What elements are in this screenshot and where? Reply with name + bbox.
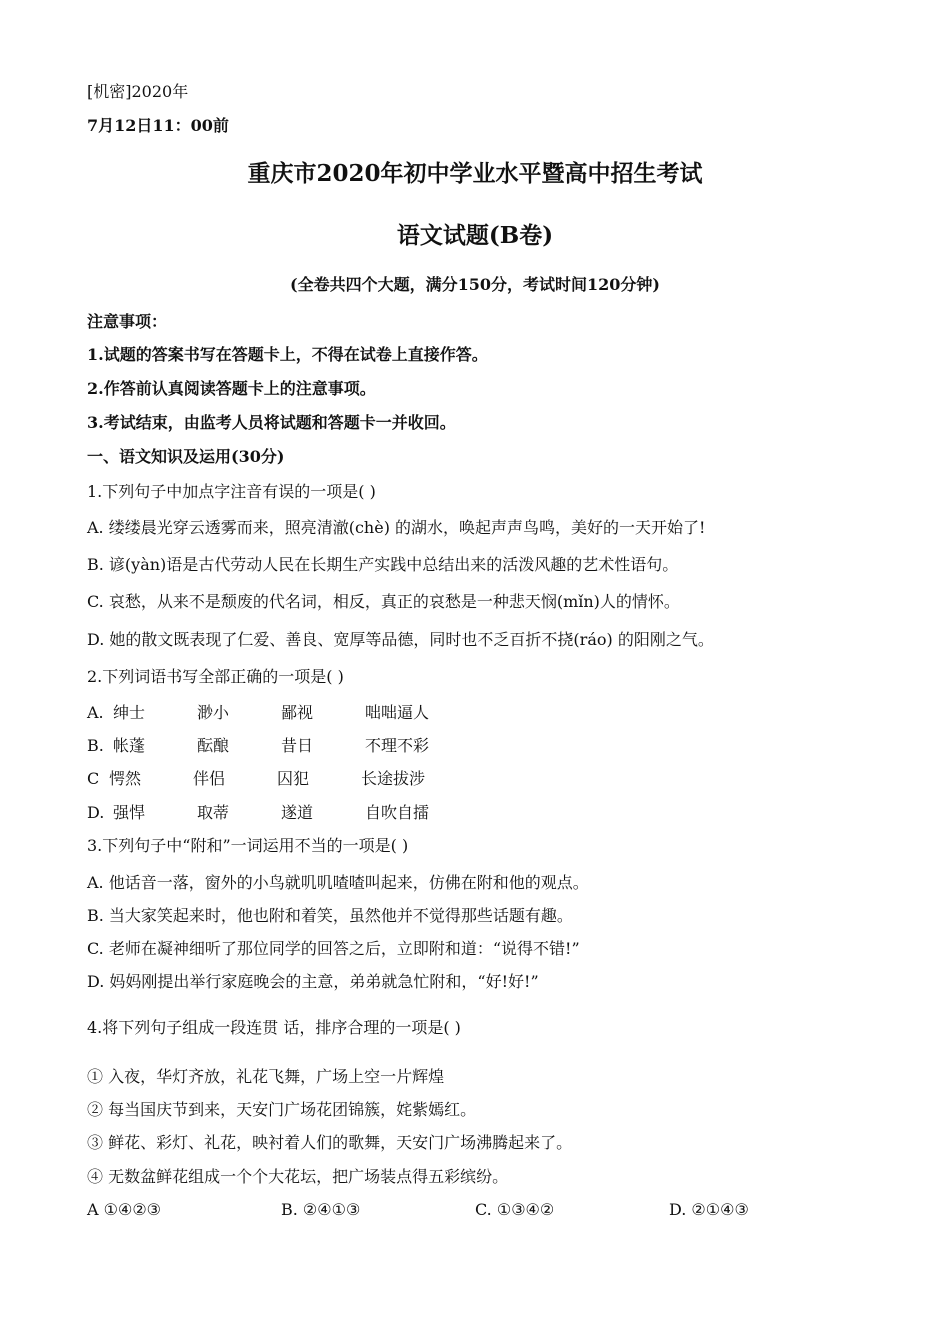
secret-label: [机密]2020年 [87,82,189,101]
section-heading: 一、语文知识及运用(30分) [87,447,285,466]
question-option: A. 缕缕晨光穿云透雾而来，照亮清澈(chè) 的湖水，唤起声声鸟鸣，美好的一天开始了! [87,518,706,537]
word: 渺小 [197,703,230,722]
word: 强悍 [113,803,146,822]
word: 愕然 [109,769,142,788]
sentence: ① 入夜，华灯齐放，礼花飞舞，广场上空一片辉煌 [87,1067,445,1086]
option-label: B. [87,736,104,755]
sentence: ② 每当国庆节到来，天安门广场花团锦簇，姹紫嫣红。 [87,1100,477,1119]
question-stem: 3.下列句子中“附和”一词运用不当的一项是( ) [87,836,409,855]
word: 伴侣 [193,769,226,788]
option-label: C [87,769,100,788]
word: 帐蓬 [113,736,146,755]
sentence: ③ 鲜花、彩灯、礼花，映衬着人们的歌舞，天安门广场沸腾起来了。 [87,1133,573,1152]
word: 取蒂 [197,803,230,822]
answer-choice: D. ②①④③ [669,1200,749,1219]
answer-choices [87,1200,779,1220]
exam-subtitle: 语文试题(B卷) [396,222,554,249]
word: 遂道 [281,803,314,822]
question-option: C. 老师在凝神细听了那位同学的回答之后，立即附和道：“说得不错!” [87,939,580,958]
notice-heading: 注意事项： [87,312,168,331]
notice-item: 3.考试结束，由监考人员将试题和答题卡一并收回。 [87,413,456,432]
notice-item: 2.作答前认真阅读答题卡上的注意事项。 [87,379,376,398]
deadline-label: 7月12日11：00前 [87,116,229,135]
question-stem: 1.下列句子中加点字注音有误的一项是( ) [87,482,376,501]
exam-title: 重庆市2020年初中学业水平暨高中招生考试 [247,160,703,187]
option-label: D. [87,803,105,822]
word: 昔日 [281,736,314,755]
question-option: B. 谚(yàn)语是古代劳动人民在长期生产实践中总结出来的活泼风趣的艺术性语句。 [87,555,679,574]
word: 鄙视 [281,703,314,722]
word-row [87,736,475,756]
question-option: B. 当大家笑起来时，他也附和着笑，虽然他并不觉得那些话题有趣。 [87,906,573,925]
question-stem: 2.下列词语书写全部正确的一项是( ) [87,667,344,686]
answer-choice: B. ②④①③ [281,1200,361,1219]
question-option: D. 她的散文既表现了仁爱、善良、宽厚等品德，同时也不乏百折不挠(ráo) 的阳刚之气。 [87,630,714,649]
question-stem: 4.将下列句子组成一段连贯 话，排序合理的一项是( ) [87,1018,461,1037]
word: 咄咄逼人 [365,703,430,722]
word: 长途拔涉 [361,769,426,788]
sentence: ④ 无数盆鲜花组成一个个大花坛，把广场装点得五彩缤纷。 [87,1167,509,1186]
answer-choice: C. ①③④② [475,1200,555,1219]
question-option: C. 哀愁，从来不是颓废的代名词，相反，真正的哀愁是一种悲天悯(mǐn)人的情怀。 [87,592,680,611]
question-option: A. 他话音一落，窗外的小鸟就叽叽喳喳叫起来，仿佛在附和他的观点。 [87,873,589,892]
option-label: A. [87,703,104,722]
word: 自吹自擂 [365,803,430,822]
word: 囚犯 [277,769,310,788]
word-row [87,703,475,723]
answer-choice: A ①④②③ [87,1200,162,1219]
word-row [87,803,475,823]
word: 不理不彩 [365,736,430,755]
exam-info: (全卷共四个大题，满分150分，考试时间120分钟) [290,275,660,294]
question-option: D. 妈妈刚提出举行家庭晚会的主意，弟弟就急忙附和，“好!好!” [87,972,539,991]
notice-item: 1.试题的答案书写在答题卡上，不得在试卷上直接作答。 [87,345,488,364]
word-row [87,769,471,789]
word: 酝酿 [197,736,230,755]
word: 绅士 [113,703,146,722]
